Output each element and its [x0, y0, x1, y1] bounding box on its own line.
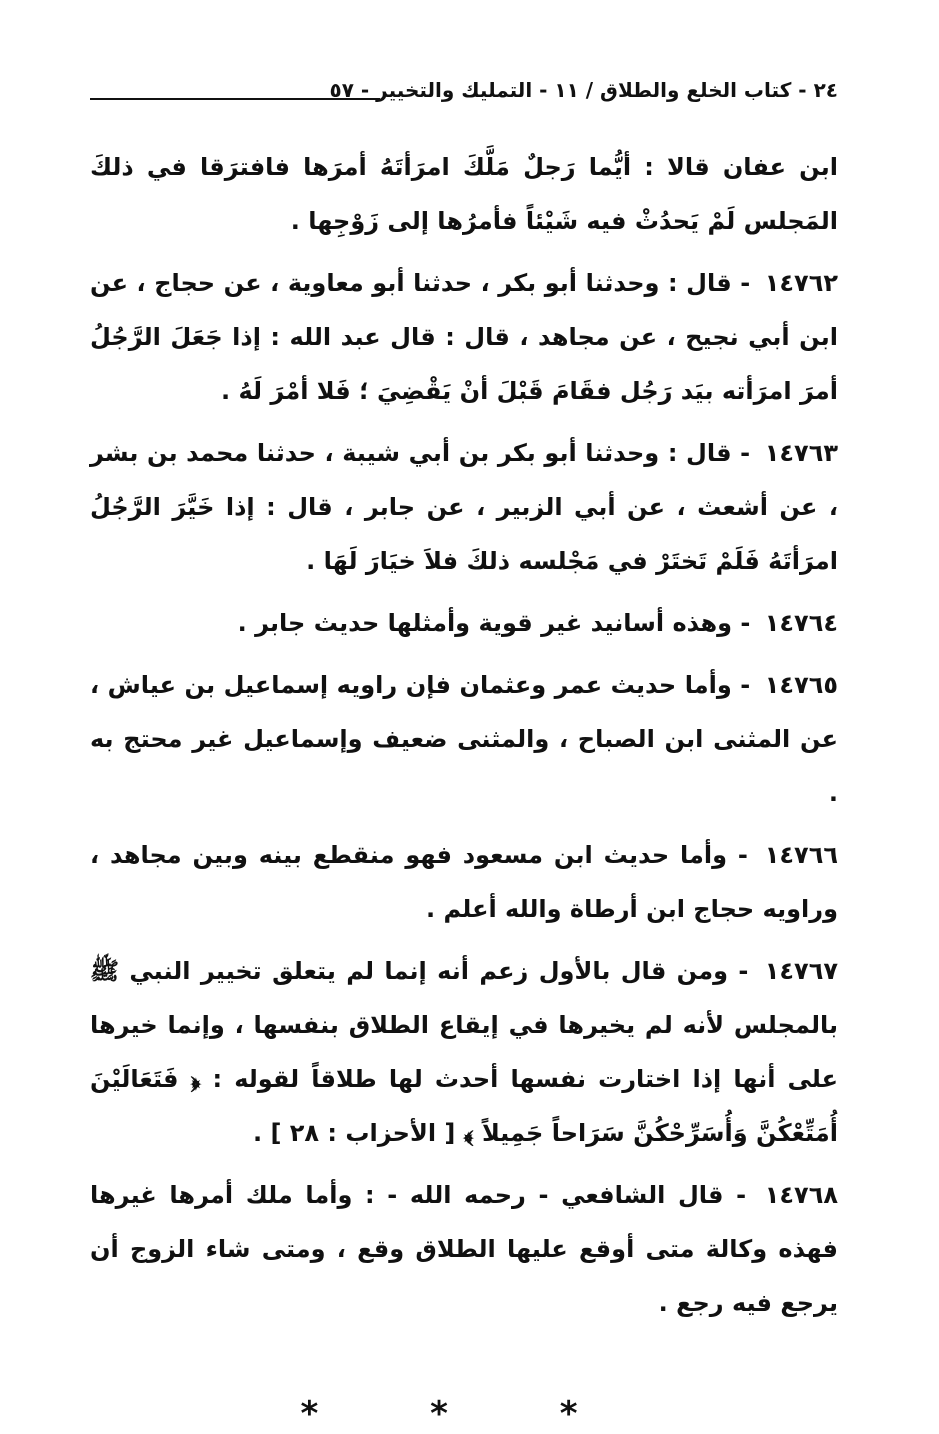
paragraph-text: - وأما حديث عمر وعثمان فإن راويه إسماعيل بن عياش ، عن المثنى ابن الصباح ، والمثنى ضعيف وإسماعيل غير محتج به .: [90, 671, 838, 807]
paragraph-text: ابن عفان قالا : أيُّما رَجلٌ مَلَّكَ امرَأتَهُ أمرَها فافترَقا في ذلكَ المَجلس لَمْ يَحدُثْ فيه شَيْئاً فأمرُها إلى زَوْجِها .: [90, 153, 838, 235]
running-header: [90, 70, 838, 110]
paragraph-text: - قال الشافعي - رحمه الله - : وأما ملك أمرها غيرها فهذه وكالة متى أوقع عليها الطلاق وقع ، ومتى شاء الزوج أن يرجع فيه رجع .: [90, 1181, 838, 1317]
paragraph: [90, 140, 838, 248]
hadith-number: ١٤٧٦٤: [764, 609, 838, 637]
header-title: ٢٤ - كتاب الخلع والطلاق / ١١ - التمليك والتخيير - ٥٧: [329, 78, 838, 102]
hadith-number: ١٤٧٦٧: [764, 957, 838, 985]
paragraph-text: - قال : وحدثنا أبو بكر ، حدثنا أبو معاوية ، عن حجاج ، عن ابن أبي نجيح ، عن مجاهد ، قال : قال عبد الله : إذا جَعَلَ الرَّجُلُ أمرَ امرَأته بيَد رَجُل فقَامَ قَبْلَ أنْ يَقْضِيَ ؛ فَلا أمْرَ لَهُ .: [90, 269, 838, 405]
book-page: [90, 70, 838, 1434]
paragraph-text: - ومن قال بالأول زعم أنه إنما لم يتعلق تخيير النبي ﷺ بالمجلس لأنه لم يخيرها في إيقاع الطلاق بنفسها ، وإنما خيرها على أنها إذا اختارت نفسها أحدث لها طلاقاً لقوله : ﴿ فَتَعَالَيْنَ أُمَتِّعْكُنَّ وَأُسَرِّحْكُنَّ سَرَاحاً جَمِيلاً ﴾ [ الأحزاب : ٢٨ ] .: [90, 957, 838, 1147]
paragraph: [90, 658, 838, 820]
paragraph-text: - قال : وحدثنا أبو بكر بن أبي شيبة ، حدثنا محمد بن بشر ، عن أشعث ، عن أبي الزبير ، عن جابر ، قال : إذا خَيَّرَ الرَّجُلُ امرَأتَهُ فَلَمْ تَختَرْ في مَجْلسه ذلكَ فلاَ خيَارَ لَهَا .: [90, 439, 838, 575]
hadith-number: ١٤٧٦٣: [764, 439, 838, 467]
section-end-asterisks: * * *: [300, 1394, 628, 1434]
hadith-number: ١٤٧٦٨: [764, 1181, 838, 1209]
paragraph: [90, 828, 838, 936]
paragraph: [90, 596, 838, 650]
paragraph-text: - وهذه أسانيد غير قوية وأمثلها حديث جابر .: [237, 609, 751, 637]
hadith-number: ١٤٧٦٦: [764, 841, 838, 869]
paragraph-text: - وأما حديث ابن مسعود فهو منقطع بينه وبين مجاهد ، وراويه حجاج ابن أرطاة والله أعلم .: [90, 841, 838, 923]
paragraph: [90, 256, 838, 418]
paragraph: [90, 1168, 838, 1330]
paragraph: [90, 426, 838, 588]
paragraph: [90, 944, 838, 1160]
header-rule: [90, 98, 380, 100]
hadith-number: ١٤٧٦٢: [764, 269, 838, 297]
page-content: [90, 140, 838, 1330]
hadith-number: ١٤٧٦٥: [764, 671, 839, 699]
